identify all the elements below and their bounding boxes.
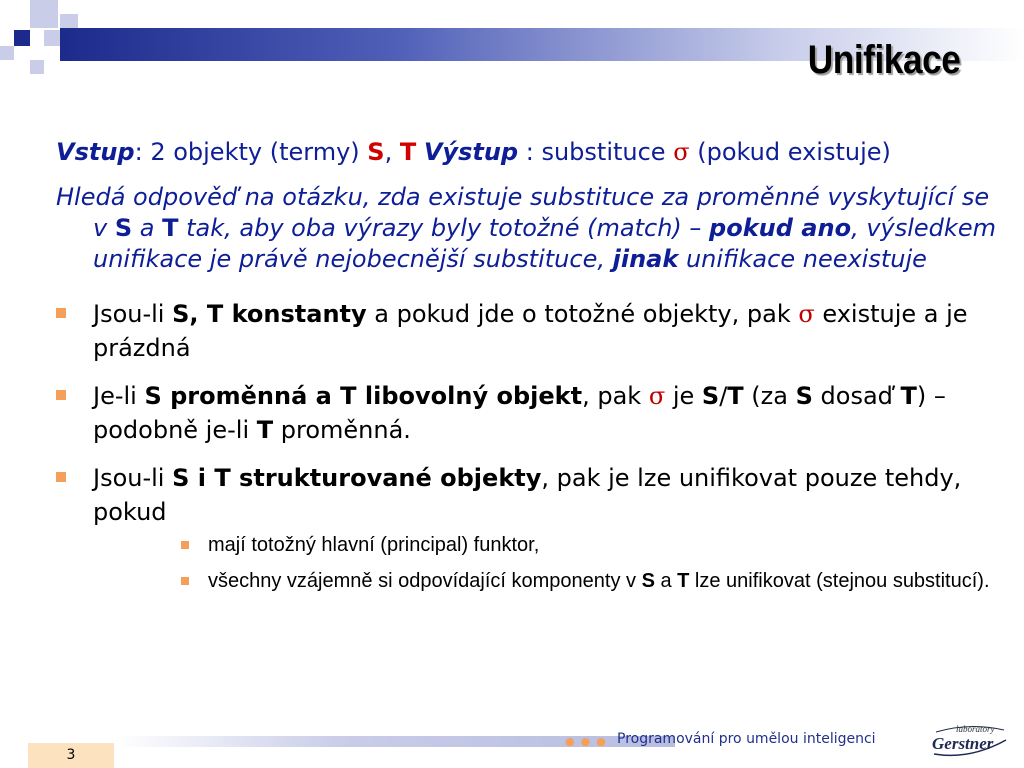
input-output-line [56,138,996,166]
bullet-text: Je-li [93,382,145,410]
bullet-text: a pokud jde o totožné objekty, pak [366,300,799,328]
bullet-text: ) – podobně je-li [93,382,946,444]
sigma-symbol: σ [648,382,666,410]
bullet-text: Jsou-li [93,300,173,328]
term-t: T [727,382,744,410]
bullet-bold: S proměnná a T libovolný objekt [144,382,583,410]
term-s: S [367,138,385,166]
bullet-square-icon [181,577,189,585]
jinak: jinak [612,245,679,273]
vstup-text: : 2 objekty (termy) [134,138,368,166]
sigma-symbol: σ [798,300,815,328]
sub-bullet-list [93,531,996,595]
decor-square [0,0,28,28]
vystup-text: : substituce [518,138,674,166]
bullet-text: Jsou-li [93,464,173,492]
bullet-square-icon [181,541,189,549]
bullet-text: , pak je lze unifikovat pouze tehdy, pokud [93,464,962,526]
term-t: T [162,214,179,242]
slide-number: 3 [28,743,114,768]
pokud-ano: pokud ano [709,214,852,242]
list-item [56,379,996,447]
intro-tail: (pokud existuje) [689,138,891,166]
sub-list-item [181,567,996,595]
gerstner-logo [930,724,1010,760]
decor-square [30,0,58,28]
sub-list-item [181,531,996,559]
para-text: unifikace neexistuje [678,245,927,273]
term-s: S [795,382,813,410]
para-text: tak, aby oba výrazy byly totožné (match) – [178,214,710,242]
bullet-text: dosaď [812,382,901,410]
decor-square [14,30,30,46]
para-text: , výsledkem unifikace je právě nejobecnější substituce, [93,214,996,273]
logo-small-text: laboratory [956,724,995,734]
sub-bullet-text: všechny vzájemně si odpovídající komponenty v [208,570,642,592]
bullet-text: (za [743,382,796,410]
decor-square [30,60,44,74]
slide-content [56,138,996,603]
list-item [56,461,996,595]
logo-big-text: Gerstner [932,734,994,753]
decor-square [44,30,60,46]
bullet-bold: S, T konstanty [172,300,367,328]
bullet-square-icon [56,390,66,400]
bullet-text: , pak [582,382,649,410]
sigma-symbol: σ [673,138,690,166]
vstup-label: Vstup [56,138,135,166]
term-s: S [641,570,655,592]
term-t: T [677,570,690,592]
footer-dots-icon: ●●● [565,735,612,748]
bullet-text: / [719,382,728,410]
term-s: S [114,214,133,242]
description-paragraph [56,182,996,275]
slide-title: Unifikace [807,38,960,82]
bullet-text: je [665,382,702,410]
bullet-list [56,297,996,595]
bullet-square-icon [56,308,66,318]
sub-bullet-text: lze unifikovat (stejnou substitucí). [689,570,990,592]
para-text: Hledá odpověď na otázku, zda existuje substituce za proměnné vyskytující se v [56,183,990,242]
sub-bullet-text: mají totožný hlavní (principal) funktor, [208,534,540,556]
vystup-label: Výstup [423,138,519,166]
list-item [56,297,996,365]
para-text: a [132,214,163,242]
bullet-text: proměnná. [273,416,411,444]
sub-bullet-text: a [654,570,678,592]
decor-square [0,46,14,60]
bullet-square-icon [56,472,66,482]
bullet-bold: S i T strukturované objekty [172,464,542,492]
term-t: T [399,138,417,166]
term-s: S [701,382,720,410]
comma: , [384,138,400,166]
term-t: T [256,416,274,444]
bullet-text: existuje a je prázdná [93,300,968,362]
term-t: T [900,382,917,410]
footer-course-title: Programování pro umělou inteligenci [617,731,876,747]
